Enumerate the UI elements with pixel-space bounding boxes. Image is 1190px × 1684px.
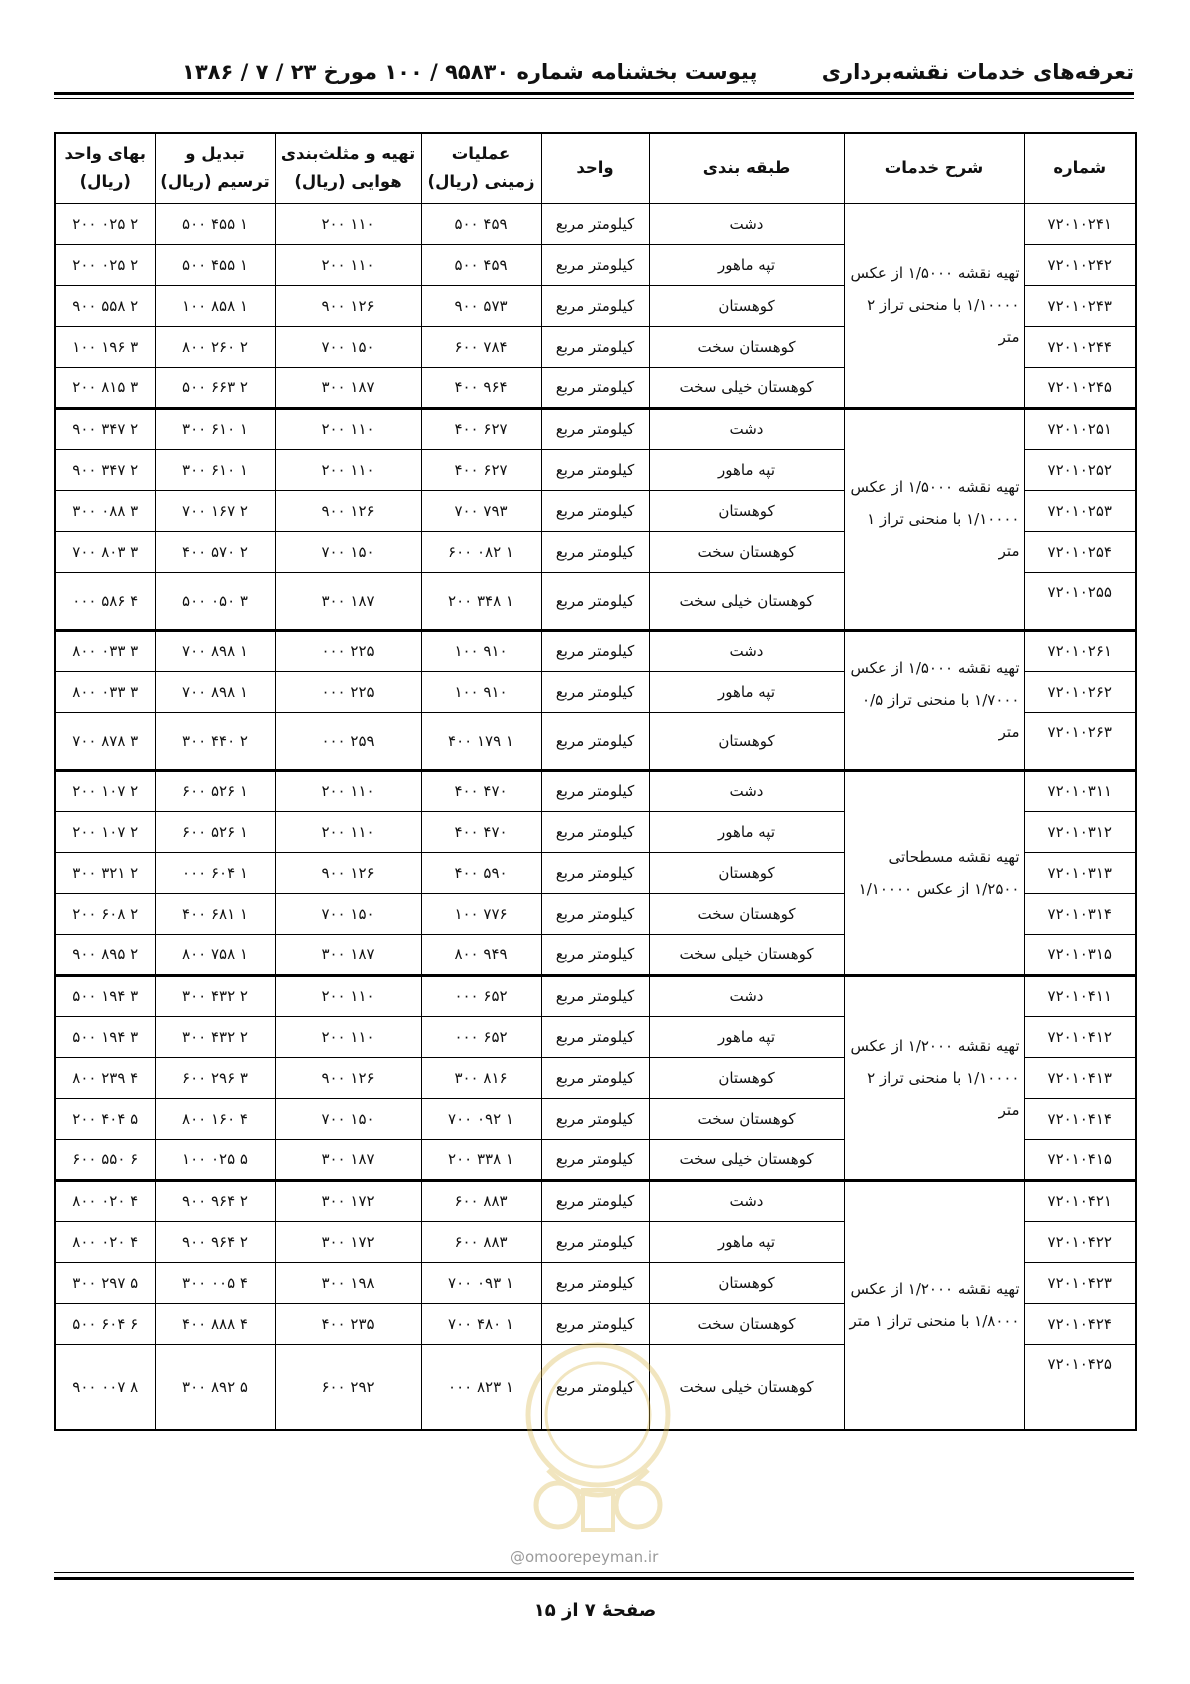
row-code: ۷۲۰۱۰۳۱۲: [1024, 811, 1136, 852]
col-header-conversion-drawing: تبدیل و ترسیم (ریال): [155, 133, 275, 203]
row-unit-price: ۲ ۳۲۱ ۳۰۰: [55, 852, 155, 893]
row-unit: کیلومتر مربع: [541, 671, 649, 712]
row-description: تهیه نقشه ۱/۵۰۰۰ از عکس ۱/۱۰۰۰۰ با منحنی تراز ۲ متر: [844, 203, 1024, 408]
row-unit-price: ۳ ۱۹۴ ۵۰۰: [55, 975, 155, 1016]
row-code: ۷۲۰۱۰۴۱۳: [1024, 1057, 1136, 1098]
row-code: ۷۲۰۱۰۲۴۳: [1024, 285, 1136, 326]
row-code: ۷۲۰۱۰۲۴۴: [1024, 326, 1136, 367]
row-aerial-triangulation: ۱۸۷ ۳۰۰: [275, 367, 421, 408]
row-code: ۷۲۰۱۰۲۵۴: [1024, 531, 1136, 572]
page-header: [54, 56, 1134, 90]
row-aerial-triangulation: ۱۵۰ ۷۰۰: [275, 1098, 421, 1139]
row-classification: دشت: [649, 975, 844, 1016]
row-conversion-drawing: ۱ ۸۹۸ ۷۰۰: [155, 630, 275, 671]
row-aerial-triangulation: ۲۹۲ ۶۰۰: [275, 1344, 421, 1430]
row-ground-ops: ۶۵۲ ۰۰۰: [421, 975, 541, 1016]
row-unit: کیلومتر مربع: [541, 1262, 649, 1303]
row-aerial-triangulation: ۱۲۶ ۹۰۰: [275, 285, 421, 326]
row-code: ۷۲۰۱۰۴۱۴: [1024, 1098, 1136, 1139]
row-code: ۷۲۰۱۰۳۱۳: [1024, 852, 1136, 893]
col-header-description: شرح خدمات: [844, 133, 1024, 203]
row-unit-price: ۳ ۸۷۸ ۷۰۰: [55, 712, 155, 770]
row-aerial-triangulation: ۱۱۰ ۲۰۰: [275, 811, 421, 852]
row-code: ۷۲۰۱۰۲۵۲: [1024, 449, 1136, 490]
row-code: ۷۲۰۱۰۲۶۳: [1024, 712, 1136, 770]
footer-rule-thick: [54, 1577, 1134, 1580]
row-ground-ops: ۴۵۹ ۵۰۰: [421, 244, 541, 285]
row-unit: کیلومتر مربع: [541, 572, 649, 630]
row-code: ۷۲۰۱۰۲۵۱: [1024, 408, 1136, 449]
row-classification: کوهستان خیلی سخت: [649, 934, 844, 975]
row-code: ۷۲۰۱۰۴۲۴: [1024, 1303, 1136, 1344]
row-unit-price: ۵ ۴۰۴ ۲۰۰: [55, 1098, 155, 1139]
row-unit: کیلومتر مربع: [541, 1344, 649, 1430]
row-ground-ops: ۵۹۰ ۴۰۰: [421, 852, 541, 893]
row-aerial-triangulation: ۱۱۰ ۲۰۰: [275, 203, 421, 244]
row-aerial-triangulation: ۱۲۶ ۹۰۰: [275, 852, 421, 893]
row-conversion-drawing: ۱ ۶۰۴ ۰۰۰: [155, 852, 275, 893]
row-classification: کوهستان: [649, 852, 844, 893]
row-classification: تپه ماهور: [649, 671, 844, 712]
row-unit: کیلومتر مربع: [541, 203, 649, 244]
row-code: ۷۲۰۱۰۳۱۱: [1024, 770, 1136, 811]
row-classification: تپه ماهور: [649, 244, 844, 285]
row-conversion-drawing: ۱ ۶۸۱ ۴۰۰: [155, 893, 275, 934]
row-unit: کیلومتر مربع: [541, 893, 649, 934]
row-unit: کیلومتر مربع: [541, 326, 649, 367]
row-unit: کیلومتر مربع: [541, 1057, 649, 1098]
row-unit: کیلومتر مربع: [541, 490, 649, 531]
row-aerial-triangulation: ۲۳۵ ۴۰۰: [275, 1303, 421, 1344]
row-conversion-drawing: ۴ ۰۰۵ ۳۰۰: [155, 1262, 275, 1303]
row-ground-ops: ۱ ۰۹۲ ۷۰۰: [421, 1098, 541, 1139]
row-classification: کوهستان: [649, 712, 844, 770]
row-ground-ops: ۱ ۴۸۰ ۷۰۰: [421, 1303, 541, 1344]
row-ground-ops: ۱ ۰۸۲ ۶۰۰: [421, 531, 541, 572]
col-header-code: شماره: [1024, 133, 1136, 203]
row-classification: کوهستان: [649, 1057, 844, 1098]
watermark-seal-icon: [488, 1320, 708, 1560]
row-unit-price: ۶ ۵۵۰ ۶۰۰: [55, 1139, 155, 1180]
table-row: [55, 1180, 1136, 1221]
row-ground-ops: ۸۱۶ ۳۰۰: [421, 1057, 541, 1098]
row-conversion-drawing: ۵ ۰۲۵ ۱۰۰: [155, 1139, 275, 1180]
row-unit-price: ۴ ۵۸۶ ۰۰۰: [55, 572, 155, 630]
row-code: ۷۲۰۱۰۴۲۱: [1024, 1180, 1136, 1221]
row-unit-price: ۴ ۲۳۹ ۸۰۰: [55, 1057, 155, 1098]
table-row: [55, 630, 1136, 671]
row-aerial-triangulation: ۱۱۰ ۲۰۰: [275, 1016, 421, 1057]
row-conversion-drawing: ۲ ۹۶۴ ۹۰۰: [155, 1221, 275, 1262]
row-ground-ops: ۸۸۳ ۶۰۰: [421, 1180, 541, 1221]
row-unit-price: ۴ ۰۲۰ ۸۰۰: [55, 1221, 155, 1262]
col-header-ground-ops: عملیات زمینی (ریال): [421, 133, 541, 203]
page-number: صفحهٔ ۷ از ۱۵: [533, 1600, 657, 1621]
row-aerial-triangulation: ۱۸۷ ۳۰۰: [275, 934, 421, 975]
row-ground-ops: ۸۸۳ ۶۰۰: [421, 1221, 541, 1262]
row-conversion-drawing: ۳ ۲۹۶ ۶۰۰: [155, 1057, 275, 1098]
row-description: تهیه نقشه ۱/۵۰۰۰ از عکس ۱/۷۰۰۰ با منحنی تراز ۰/۵ متر: [844, 630, 1024, 770]
row-conversion-drawing: ۲ ۴۳۲ ۳۰۰: [155, 975, 275, 1016]
row-unit-price: ۲ ۰۲۵ ۲۰۰: [55, 203, 155, 244]
row-conversion-drawing: ۱ ۸۹۸ ۷۰۰: [155, 671, 275, 712]
row-classification: کوهستان: [649, 285, 844, 326]
row-ground-ops: ۷۹۳ ۷۰۰: [421, 490, 541, 531]
row-conversion-drawing: ۲ ۴۴۰ ۳۰۰: [155, 712, 275, 770]
row-conversion-drawing: ۴ ۸۸۸ ۴۰۰: [155, 1303, 275, 1344]
row-ground-ops: ۶۲۷ ۴۰۰: [421, 449, 541, 490]
row-unit-price: ۳ ۱۹۶ ۱۰۰: [55, 326, 155, 367]
row-unit-price: ۸ ۰۰۷ ۹۰۰: [55, 1344, 155, 1430]
row-aerial-triangulation: ۲۲۵ ۰۰۰: [275, 671, 421, 712]
row-unit: کیلومتر مربع: [541, 630, 649, 671]
row-code: ۷۲۰۱۰۴۱۱: [1024, 975, 1136, 1016]
row-classification: دشت: [649, 408, 844, 449]
row-conversion-drawing: ۱ ۷۵۸ ۸۰۰: [155, 934, 275, 975]
col-header-aerial-triangulation: تهیه و مثلث‌بندی هوایی (ریال): [275, 133, 421, 203]
row-conversion-drawing: ۱ ۵۲۶ ۶۰۰: [155, 811, 275, 852]
row-classification: کوهستان سخت: [649, 893, 844, 934]
row-unit: کیلومتر مربع: [541, 1221, 649, 1262]
header-rule-thin: [54, 98, 1134, 99]
row-classification: کوهستان سخت: [649, 1098, 844, 1139]
row-description: تهیه نقشه مسطحاتی ۱/۲۵۰۰ از عکس ۱/۱۰۰۰۰: [844, 770, 1024, 975]
row-ground-ops: ۱ ۰۹۳ ۷۰۰: [421, 1262, 541, 1303]
row-conversion-drawing: ۱ ۶۱۰ ۳۰۰: [155, 408, 275, 449]
row-code: ۷۲۰۱۰۴۲۳: [1024, 1262, 1136, 1303]
row-ground-ops: ۱ ۳۳۸ ۲۰۰: [421, 1139, 541, 1180]
row-aerial-triangulation: ۱۱۰ ۲۰۰: [275, 244, 421, 285]
table-body: [55, 203, 1136, 1430]
row-classification: دشت: [649, 770, 844, 811]
table-row: [55, 770, 1136, 811]
row-conversion-drawing: ۱ ۸۵۸ ۱۰۰: [155, 285, 275, 326]
row-unit: کیلومتر مربع: [541, 811, 649, 852]
row-unit-price: ۲ ۸۹۵ ۹۰۰: [55, 934, 155, 975]
row-description: تهیه نقشه ۱/۵۰۰۰ از عکس ۱/۱۰۰۰۰ با منحنی تراز ۱ متر: [844, 408, 1024, 630]
row-code: ۷۲۰۱۰۴۲۲: [1024, 1221, 1136, 1262]
row-unit-price: ۲ ۳۴۷ ۹۰۰: [55, 449, 155, 490]
table-header-row: [55, 133, 1136, 203]
row-conversion-drawing: ۲ ۹۶۴ ۹۰۰: [155, 1180, 275, 1221]
row-code: ۷۲۰۱۰۲۵۳: [1024, 490, 1136, 531]
row-unit: کیلومتر مربع: [541, 1303, 649, 1344]
col-header-unit: واحد: [541, 133, 649, 203]
row-classification: کوهستان خیلی سخت: [649, 367, 844, 408]
row-unit: کیلومتر مربع: [541, 852, 649, 893]
row-unit: کیلومتر مربع: [541, 244, 649, 285]
row-aerial-triangulation: ۱۸۷ ۳۰۰: [275, 572, 421, 630]
row-classification: کوهستان: [649, 490, 844, 531]
col-header-classification: طبقه بندی: [649, 133, 844, 203]
row-unit: کیلومتر مربع: [541, 934, 649, 975]
row-classification: کوهستان سخت: [649, 531, 844, 572]
row-unit-price: ۶ ۶۰۴ ۵۰۰: [55, 1303, 155, 1344]
row-ground-ops: ۹۶۴ ۴۰۰: [421, 367, 541, 408]
row-unit: کیلومتر مربع: [541, 285, 649, 326]
row-classification: تپه ماهور: [649, 449, 844, 490]
row-classification: تپه ماهور: [649, 1221, 844, 1262]
row-unit-price: ۳ ۸۰۳ ۷۰۰: [55, 531, 155, 572]
row-classification: کوهستان سخت: [649, 326, 844, 367]
row-unit-price: ۳ ۰۸۸ ۳۰۰: [55, 490, 155, 531]
row-classification: کوهستان سخت: [649, 1303, 844, 1344]
row-unit-price: ۲ ۵۵۸ ۹۰۰: [55, 285, 155, 326]
header-rule-thick: [54, 92, 1134, 95]
row-unit-price: ۲ ۱۰۷ ۲۰۰: [55, 770, 155, 811]
row-description: تهیه نقشه ۱/۲۰۰۰ از عکس ۱/۸۰۰۰ با منحنی تراز ۱ متر: [844, 1180, 1024, 1430]
row-ground-ops: ۷۸۴ ۶۰۰: [421, 326, 541, 367]
row-unit-price: ۳ ۱۹۴ ۵۰۰: [55, 1016, 155, 1057]
row-conversion-drawing: ۱ ۴۵۵ ۵۰۰: [155, 244, 275, 285]
row-conversion-drawing: ۴ ۱۶۰ ۸۰۰: [155, 1098, 275, 1139]
row-code: ۷۲۰۱۰۲۶۱: [1024, 630, 1136, 671]
tariff-table: [54, 132, 1137, 1431]
row-unit-price: ۳ ۸۱۵ ۲۰۰: [55, 367, 155, 408]
row-code: ۷۲۰۱۰۲۶۲: [1024, 671, 1136, 712]
row-unit: کیلومتر مربع: [541, 975, 649, 1016]
row-code: ۷۲۰۱۰۳۱۴: [1024, 893, 1136, 934]
col-header-unit-price: بهای واحد (ریال): [55, 133, 155, 203]
row-code: ۷۲۰۱۰۲۴۵: [1024, 367, 1136, 408]
row-classification: کوهستان خیلی سخت: [649, 1139, 844, 1180]
row-unit-price: ۲ ۱۰۷ ۲۰۰: [55, 811, 155, 852]
row-unit-price: ۲ ۰۲۵ ۲۰۰: [55, 244, 155, 285]
row-unit-price: ۳ ۰۳۳ ۸۰۰: [55, 630, 155, 671]
row-aerial-triangulation: ۱۵۰ ۷۰۰: [275, 893, 421, 934]
row-ground-ops: ۷۷۶ ۱۰۰: [421, 893, 541, 934]
row-aerial-triangulation: ۱۹۸ ۳۰۰: [275, 1262, 421, 1303]
row-unit: کیلومتر مربع: [541, 1139, 649, 1180]
row-aerial-triangulation: ۱۱۰ ۲۰۰: [275, 449, 421, 490]
row-classification: کوهستان خیلی سخت: [649, 1344, 844, 1430]
row-unit-price: ۳ ۰۳۳ ۸۰۰: [55, 671, 155, 712]
row-ground-ops: ۴۷۰ ۴۰۰: [421, 811, 541, 852]
row-ground-ops: ۶۲۷ ۴۰۰: [421, 408, 541, 449]
row-classification: دشت: [649, 1180, 844, 1221]
row-code: ۷۲۰۱۰۳۱۵: [1024, 934, 1136, 975]
row-ground-ops: ۹۱۰ ۱۰۰: [421, 630, 541, 671]
document-title: تعرفه‌های خدمات نقشه‌برداری: [821, 60, 1134, 84]
row-conversion-drawing: ۳ ۰۵۰ ۵۰۰: [155, 572, 275, 630]
row-ground-ops: ۱ ۸۲۳ ۰۰۰: [421, 1344, 541, 1430]
table-row: [55, 975, 1136, 1016]
row-aerial-triangulation: ۱۱۰ ۲۰۰: [275, 975, 421, 1016]
row-ground-ops: ۱ ۳۴۸ ۲۰۰: [421, 572, 541, 630]
row-unit-price: ۴ ۰۲۰ ۸۰۰: [55, 1180, 155, 1221]
row-conversion-drawing: ۲ ۵۷۰ ۴۰۰: [155, 531, 275, 572]
row-classification: کوهستان خیلی سخت: [649, 572, 844, 630]
row-aerial-triangulation: ۱۲۶ ۹۰۰: [275, 490, 421, 531]
row-aerial-triangulation: ۱۲۶ ۹۰۰: [275, 1057, 421, 1098]
row-aerial-triangulation: ۱۷۲ ۳۰۰: [275, 1221, 421, 1262]
row-unit-price: ۵ ۲۹۷ ۳۰۰: [55, 1262, 155, 1303]
row-conversion-drawing: ۱ ۵۲۶ ۶۰۰: [155, 770, 275, 811]
row-conversion-drawing: ۱ ۴۵۵ ۵۰۰: [155, 203, 275, 244]
row-classification: تپه ماهور: [649, 1016, 844, 1057]
row-ground-ops: ۹۱۰ ۱۰۰: [421, 671, 541, 712]
row-ground-ops: ۱ ۱۷۹ ۴۰۰: [421, 712, 541, 770]
row-aerial-triangulation: ۱۵۰ ۷۰۰: [275, 531, 421, 572]
row-aerial-triangulation: ۱۸۷ ۳۰۰: [275, 1139, 421, 1180]
row-code: ۷۲۰۱۰۲۴۲: [1024, 244, 1136, 285]
row-conversion-drawing: ۱ ۶۱۰ ۳۰۰: [155, 449, 275, 490]
row-conversion-drawing: ۲ ۱۶۷ ۷۰۰: [155, 490, 275, 531]
row-unit: کیلومتر مربع: [541, 531, 649, 572]
row-classification: دشت: [649, 630, 844, 671]
at-sign-icon: @: [510, 1548, 525, 1566]
attachment-reference: پیوست بخشنامه شماره ۹۵۸۳۰ / ۱۰۰ مورخ ۲۳ / ۷ / ۱۳۸۶: [182, 60, 758, 84]
row-aerial-triangulation: ۱۱۰ ۲۰۰: [275, 770, 421, 811]
row-aerial-triangulation: ۱۱۰ ۲۰۰: [275, 408, 421, 449]
row-aerial-triangulation: ۱۷۲ ۳۰۰: [275, 1180, 421, 1221]
row-code: ۷۲۰۱۰۴۲۵: [1024, 1344, 1136, 1430]
row-conversion-drawing: ۲ ۴۳۲ ۳۰۰: [155, 1016, 275, 1057]
row-unit: کیلومتر مربع: [541, 1180, 649, 1221]
row-code: ۷۲۰۱۰۴۱۲: [1024, 1016, 1136, 1057]
row-classification: دشت: [649, 203, 844, 244]
row-description: تهیه نقشه ۱/۲۰۰۰ از عکس ۱/۱۰۰۰۰ با منحنی تراز ۲ متر: [844, 975, 1024, 1180]
row-ground-ops: ۶۵۲ ۰۰۰: [421, 1016, 541, 1057]
row-unit: کیلومتر مربع: [541, 408, 649, 449]
row-unit: کیلومتر مربع: [541, 367, 649, 408]
row-classification: تپه ماهور: [649, 811, 844, 852]
row-ground-ops: ۴۵۹ ۵۰۰: [421, 203, 541, 244]
row-unit: کیلومتر مربع: [541, 1016, 649, 1057]
row-ground-ops: ۴۷۰ ۴۰۰: [421, 770, 541, 811]
row-unit-price: ۲ ۳۴۷ ۹۰۰: [55, 408, 155, 449]
row-ground-ops: ۹۴۹ ۸۰۰: [421, 934, 541, 975]
row-ground-ops: ۵۷۳ ۹۰۰: [421, 285, 541, 326]
row-classification: کوهستان: [649, 1262, 844, 1303]
row-code: ۷۲۰۱۰۴۱۵: [1024, 1139, 1136, 1180]
row-unit: کیلومتر مربع: [541, 770, 649, 811]
row-aerial-triangulation: ۲۲۵ ۰۰۰: [275, 630, 421, 671]
row-unit: کیلومتر مربع: [541, 449, 649, 490]
row-conversion-drawing: ۵ ۸۹۲ ۳۰۰: [155, 1344, 275, 1430]
row-aerial-triangulation: ۱۵۰ ۷۰۰: [275, 326, 421, 367]
watermark-site-text: omoorepeyman.ir: [525, 1548, 659, 1566]
row-unit-price: ۲ ۶۰۸ ۲۰۰: [55, 893, 155, 934]
row-code: ۷۲۰۱۰۲۴۱: [1024, 203, 1136, 244]
row-aerial-triangulation: ۲۵۹ ۰۰۰: [275, 712, 421, 770]
table-row: [55, 408, 1136, 449]
row-conversion-drawing: ۲ ۲۶۰ ۸۰۰: [155, 326, 275, 367]
table-row: [55, 203, 1136, 244]
footer-rule-thin: [54, 1572, 1134, 1573]
watermark-site: [510, 1548, 658, 1566]
row-unit: کیلومتر مربع: [541, 712, 649, 770]
row-conversion-drawing: ۲ ۶۶۳ ۵۰۰: [155, 367, 275, 408]
row-code: ۷۲۰۱۰۲۵۵: [1024, 572, 1136, 630]
row-unit: کیلومتر مربع: [541, 1098, 649, 1139]
